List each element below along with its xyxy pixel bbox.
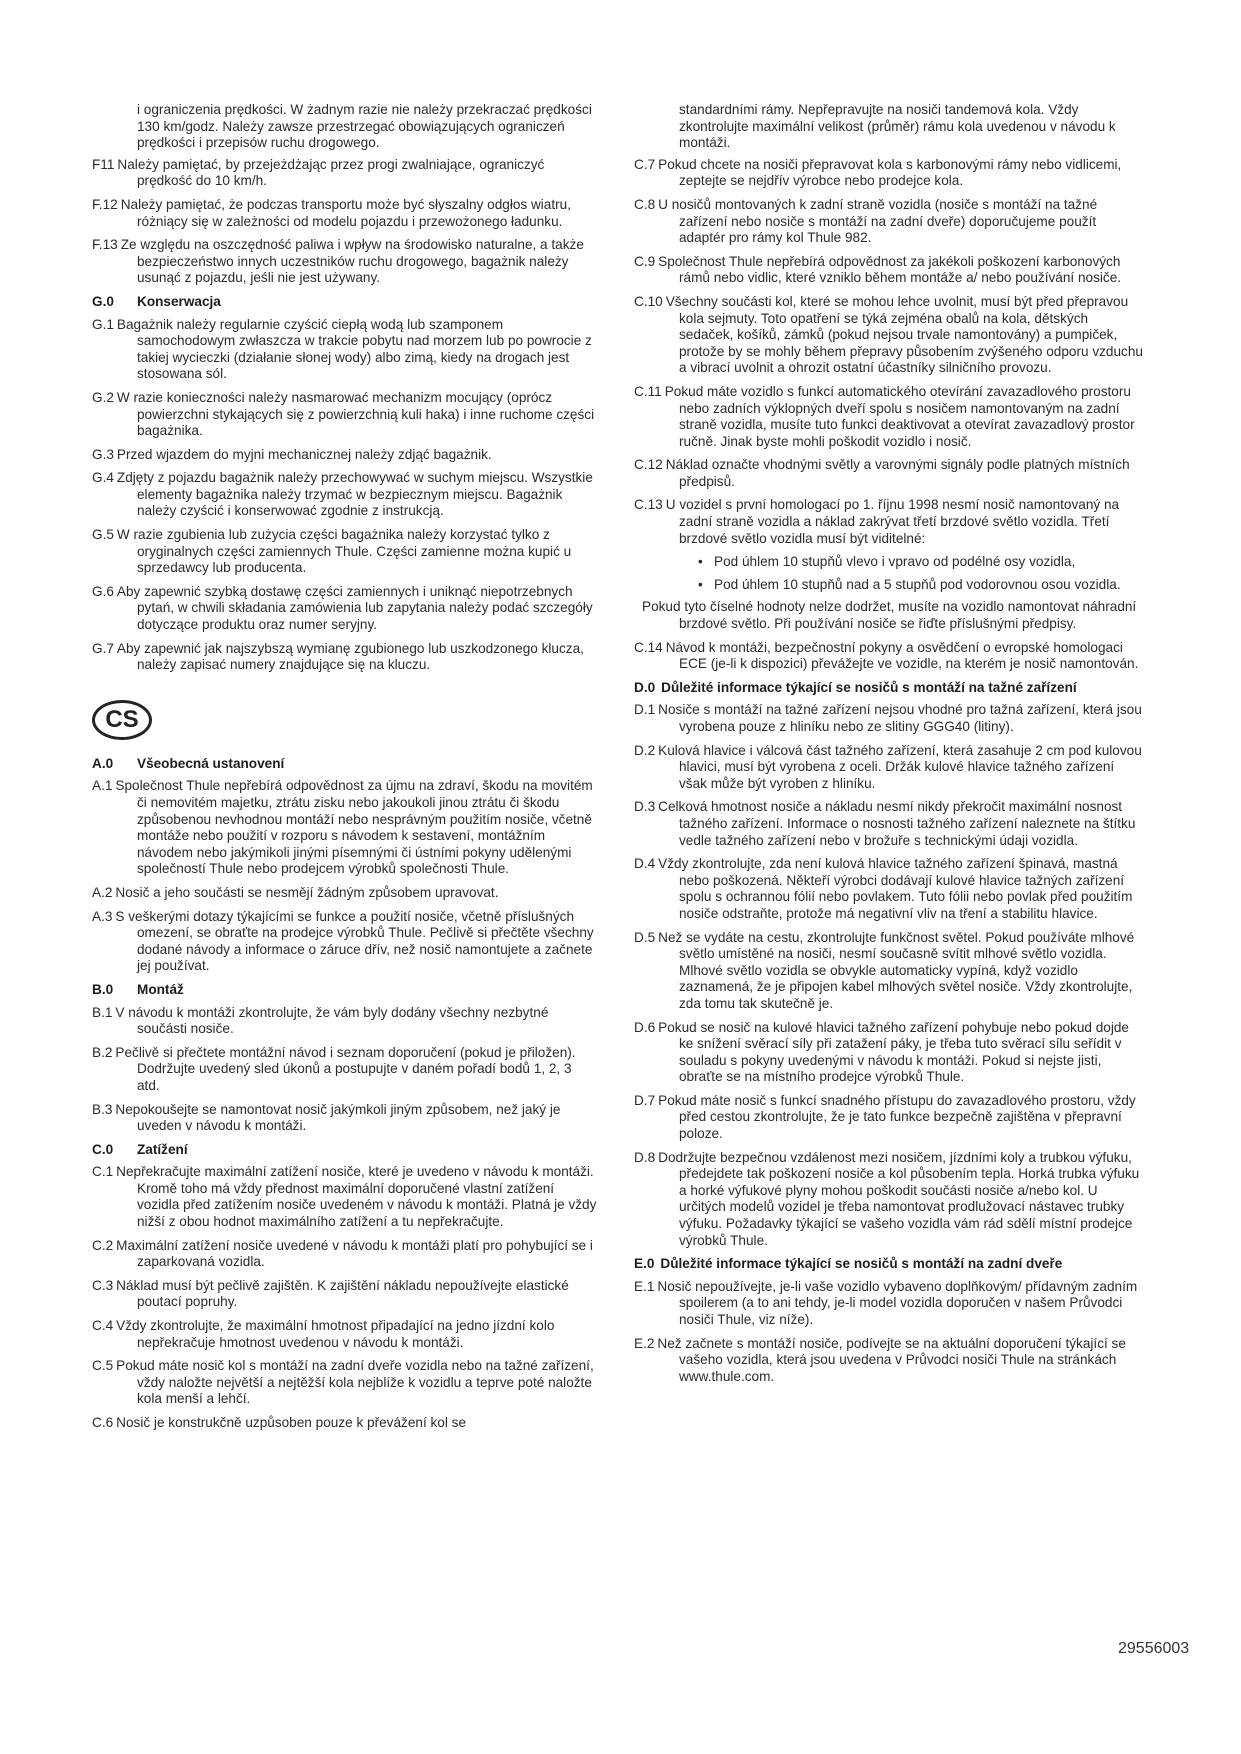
section-title: Všeobecná ustanovení — [137, 755, 285, 771]
item-number: D.2 — [634, 742, 656, 758]
item-number: C.6 — [92, 1415, 114, 1430]
item-number: C.13 — [634, 497, 663, 513]
section-title: Důležité informace týkající se nosičů s montáží na tažné zařízení — [661, 679, 1077, 695]
item-text: Nosiče s montáží na tažné zařízení nejsou vhodné pro tažná zařízení, která jsou vyrobena pouze z hliníku nebo ze slitiny GGG40 (litiny). — [658, 702, 1142, 734]
section-heading-d0 — [634, 680, 1144, 697]
bullet-marker: • — [698, 554, 703, 570]
item-text: Nepřekračujte maximální zatížení nosiče, které je uvedeno v návodu k montáži. Kromě toho má vždy přednost maximální doporučené vlastní zatížení vozidla před zatížením nosiče uvedeném v návodu k montáži. Platná je vždy nižší z obou hodnot maximálního zatížení a tu nepřekračujte. — [116, 1164, 597, 1230]
item-number: F11 — [92, 156, 115, 172]
item-text: Společnost Thule nepřebírá odpovědnost za jakékoli poškození karbonových rámů nebo vidlic, které vzniklo během montáže a/ nebo používání nosiče. — [658, 253, 1122, 286]
item-text: Pokud se nosič na kulové hlavici tažného zařízení pohybuje nebo pokud dojde ke snížení svěrací síly při zatažení páky, je třeba tuto svěrací sílu seřídit v souladu s pokyny uvedenými v návodu k montáži. Pokud si nejste jisti, obraťte se na místního prodejce výrobků Thule. — [658, 1019, 1129, 1085]
item-b1 — [92, 1005, 597, 1038]
item-number: C.10 — [634, 293, 663, 309]
item-g7 — [92, 641, 597, 674]
item-text: V návodu k montáži zkontrolujte, že vám byly dodány všechny nezbytné součásti nosiče. — [115, 1004, 549, 1037]
item-text: W razie konieczności należy nasmarować mechanizm mocujący (oprócz powierzchni stykających się z powierzchnią kuli haka) i inne ruchome części bagażnika. — [116, 389, 595, 439]
item-f11 — [92, 157, 597, 190]
item-text: Bagażnik należy regularnie czyścić ciepłą wodą lub szamponem samochodowym zwłaszcza w trakcie pobytu nad morzem lub po powrocie z takiej wycieczki (działanie słonej wody) albo zimą, kiedy na drogach jest stosowana sól. — [116, 316, 592, 382]
item-number: G.2 — [92, 389, 114, 405]
item-number: C.7 — [634, 156, 656, 172]
item-c1 — [92, 1164, 597, 1230]
item-number: G.5 — [92, 527, 114, 543]
item-text: W razie zgubienia lub zużycia części bagażnika należy korzystać tylko z oryginalnych części zamiennych Thule. Części zamienne można kupić u sprzedawcy lub producenta. — [116, 527, 572, 576]
section-number: E.0 — [634, 1256, 655, 1272]
item-number: D.6 — [634, 1019, 656, 1035]
item-text: Należy pamiętać, by przejeżdżając przez progi zwalniające, ograniczyć prędkość do 10 km/h. — [117, 156, 545, 189]
item-text: Všechny součásti kol, které se mohou lehce uvolnit, musí být před přepravou kola sejmuty. Toto opatření se týká zejména obalů na kola, dětských sedaček, košíků, zámků (pokud nejsou trvale namontovány) a pumpiček, protože by se mohly během přepravy působením zvýšeného odporu vzduchu a vibrací uvolnit a ohrozit ostatní účastníky silničního provozu. — [665, 293, 1143, 376]
item-text: S veškerými dotazy týkajícími se funkce a použití nosiče, včetně příslušných omezení, se obraťte na prodejce výrobků Thule. Pečlivě si přečtěte všechny dodané návody a informace o záruce dřív, než nosič namontujete a začnete jej používat. — [115, 908, 594, 974]
item-text: Než začnete s montáží nosiče, podívejte se na aktuální doporučení týkající se vašeho vozidla, která jsou uvedena v Průvodci nosiči Thule na stránkách www.thule.com. — [657, 1335, 1126, 1384]
item-d7 — [634, 1093, 1144, 1143]
item-text: Pokud máte nosič kol s montáží na zadní dveře vozidla nebo na tažné zařízení, vždy naložte největší a nejtěžší kola nejblíže k vozidlu a teprve poté naložte kola menší a lehčí. — [116, 1358, 594, 1407]
item-number: C.3 — [92, 1277, 114, 1293]
item-text: Pokud chcete na nosiči přepravovat kola s karbonovými rámy nebo vidlicemi, zeptejte se nejdřív výrobce nebo prodejce kola. — [658, 156, 1122, 189]
item-c7 — [634, 157, 1144, 190]
c6-continuation: standardními rámy. Nepřepravujte na nosiči tandemová kola. Vždy zkontrolujte maximální velikost (průměr) rámu kola uvedenou v návodu k montáži. — [679, 102, 1116, 151]
section-heading-a0 — [92, 756, 597, 773]
item-number: G.3 — [92, 446, 114, 462]
item-d8 — [634, 1150, 1144, 1250]
item-text: Náklad označte vhodnými světly a varovnými signály podle platných místních předpisů. — [665, 457, 1130, 489]
section-number: B.0 — [92, 981, 114, 997]
item-g4 — [92, 470, 597, 520]
item-number: A.3 — [92, 908, 113, 924]
section-title: Montáž — [137, 981, 184, 997]
bullet-text: Pod úhlem 10 stupňů vlevo i vpravo od podélné osy vozidla, — [714, 554, 1076, 570]
item-number: C.5 — [92, 1358, 114, 1374]
item-d4 — [634, 856, 1144, 922]
item-a2 — [92, 885, 597, 902]
item-e1 — [634, 1279, 1144, 1329]
item-number: G.4 — [92, 470, 114, 486]
item-c5 — [92, 1358, 597, 1408]
item-number: C.8 — [634, 196, 656, 212]
item-number: C.9 — [634, 253, 656, 269]
item-c4 — [92, 1318, 597, 1351]
item-c12 — [634, 457, 1144, 490]
left-column — [92, 102, 597, 1439]
section-heading-g0 — [92, 294, 597, 311]
item-text: U vozidel s první homologací po 1. říjnu 1998 nesmí nosič namontovaný na zadní straně vozidla a náklad zakrývat třetí brzdové světlo vozidla. Třetí brzdové světlo vozidla musí být viditelné: — [665, 497, 1120, 546]
item-c6 — [92, 1415, 597, 1432]
item-text: Návod k montáži, bezpečnostní pokyny a osvědčení o evropské homologaci ECE (je-li k dispozici) převážejte ve vozidle, na kterém je nosič namontován. — [665, 639, 1139, 672]
section-title: Důležité informace týkající se nosičů s montáží na zadní dveře — [660, 1256, 1063, 1272]
section-title: Konserwacja — [137, 293, 221, 309]
item-text: Pokud máte vozidlo s funkcí automatického otevírání zavazadlového prostoru nebo zadních výklopných dveří spolu s nosičem namontovaným na zadní straně vozidla, musíte tuto funkci deaktivovat a otevírat zavazadlový prostor ručně. Jinak byste mohli poškodit vozidlo i nosič. — [664, 383, 1135, 449]
item-text: Pečlivě si přečtete montážní návod i seznam doporučení (pokud je přiložen). Dodržujte uvedený sled úkonů a postupujte v daném pořadí bodů 1, 2, 3 atd. — [115, 1044, 576, 1093]
item-a1 — [92, 778, 597, 878]
item-number: E.1 — [634, 1278, 655, 1294]
f10-continuation: i ograniczenia prędkości. W żadnym razie nie należy przekraczać prędkości 130 km/godz. Należy zawsze przestrzegać obowiązujących ograniczeń prędkości i przepisów ruchu drogowego. — [137, 102, 592, 151]
item-number: B.2 — [92, 1044, 113, 1060]
item-d1 — [634, 702, 1144, 735]
item-text: Należy pamiętać, że podczas transportu może być słyszalny odgłos wiatru, różniący się w zależności od modelu pojazdu i przewożonego ładunku. — [120, 196, 572, 229]
item-c3 — [92, 1278, 597, 1311]
item-c8 — [634, 197, 1144, 247]
item-g6 — [92, 584, 597, 634]
item-c13 — [634, 497, 1144, 547]
bullet-marker: • — [698, 576, 703, 592]
item-text: U nosičů montovaných k zadní straně vozidla (nosiče s montáží na tažné zařízení nebo nosiče s montáží na zadní dveře) doporučujeme použít adaptér pro rámy kol Thule 982. — [658, 196, 1098, 246]
item-number: D.4 — [634, 856, 656, 872]
section-number: D.0 — [634, 679, 656, 695]
item-text: Náklad musí být pečlivě zajištěn. K zajištění nákladu nepoužívejte elastické poutací popruhy. — [116, 1277, 569, 1310]
item-number: C.12 — [634, 457, 663, 473]
item-text: Maximální zatížení nosiče uvedené v návodu k montáži platí pro pohybující se i zaparkovaná vozidla. — [116, 1237, 593, 1270]
item-d3 — [634, 799, 1144, 849]
bullet-item — [634, 554, 1144, 571]
section-number: G.0 — [92, 293, 114, 309]
item-text: Nosič je konstrukčně uzpůsoben pouze k převážení kol se — [116, 1415, 467, 1430]
language-badge-cs: CS — [92, 700, 152, 740]
item-a3 — [92, 909, 597, 975]
item-text: Kulová hlavice i válcová část tažného zařízení, která zasahuje 2 cm pod kulovou hlavici, musí být vyrobena z oceli. Držák kulové hlavice tažného zařízení však může být vyroben z hliníku. — [658, 742, 1142, 791]
item-f13 — [92, 237, 597, 287]
item-c11 — [634, 384, 1144, 450]
item-b3 — [92, 1102, 597, 1135]
section-number: A.0 — [92, 755, 114, 771]
item-number: A.1 — [92, 778, 113, 794]
item-text: Dodržujte bezpečnou vzdálenost mezi nosičem, jízdními koly a trubkou výfuku, předejdete tak poškození nosiče a kol působením tepla. Horká trubka výfuku a horké výfukové plyny mohou poškodit součásti nosiče a/nebo kol. U určitých modelů vozidel je třeba namontovat prodlužovací nástavec trubky výfuku. Požadavky týkající se vašeho vozidla vám rád sdělí místní prodejce výrobků Thule. — [658, 1149, 1140, 1248]
section-title: Zatížení — [137, 1141, 188, 1157]
item-e2 — [634, 1336, 1144, 1386]
item-text: Nosič a jeho součásti se nesmějí žádným způsobem upravovat. — [115, 884, 499, 900]
item-number: C.14 — [634, 639, 663, 655]
right-column — [634, 102, 1144, 1392]
item-text: Zdjęty z pojazdu bagażnik należy przechowywać w suchym miejscu. Wszystkie elementy bagażnika należy trzymać w bezpiecznym miejscu. Bagażnik należy czyścić i konserwować zgodnie z instrukcją. — [116, 470, 593, 519]
item-g2 — [92, 390, 597, 440]
item-number: C.1 — [92, 1164, 114, 1180]
item-text: Pokud máte nosič s funkcí snadného přístupu do zavazadlového prostoru, vždy před cestou zkontrolujte, že je tato funkce bezpečně zajištěna v přepravní poloze. — [658, 1092, 1136, 1142]
item-number: F.12 — [92, 196, 118, 212]
item-text: Nosič nepoužívejte, je-li vaše vozidlo vybaveno doplňkovým/ přídavným zadním spoilerem (a to ani tehdy, je-li model vozidla doporučen v našem Průvodci nosiči Thule, viz níže). — [657, 1278, 1138, 1327]
item-number: B.1 — [92, 1004, 113, 1020]
item-number: E.2 — [634, 1335, 655, 1351]
item-text: Przed wjazdem do myjni mechanicznej należy zdjąć bagażnik. — [116, 446, 492, 462]
item-b2 — [92, 1045, 597, 1095]
item-text: Nepokoušejte se namontovat nosič jakýmkoli jiným způsobem, než jaký je uveden v návodu k montáži. — [115, 1101, 561, 1134]
item-d6 — [634, 1020, 1144, 1086]
item-text: Vždy zkontrolujte, že maximální hmotnost připadající na jedno jízdní kolo nepřekračuje hmotnost uvedenou v návodu k montáži. — [116, 1318, 555, 1350]
item-number: D.8 — [634, 1149, 656, 1165]
item-g3 — [92, 447, 597, 464]
item-number: D.7 — [634, 1092, 656, 1108]
item-number: G.7 — [92, 640, 114, 656]
item-text: Vždy zkontrolujte, zda není kulová hlavice tažného zařízení špinavá, mastná nebo poškozená. Někteří výrobci dodávají kulové hlavice tažných zařízení spolu s ochrannou fólií nebo povlakem. Tuto fólii nebo povlak před použitím nosiče odstraňte, protože má negativní vliv na tření a stabilitu hlavice. — [658, 856, 1133, 921]
item-d5 — [634, 930, 1144, 1013]
item-text: Aby zapewnić szybką dostawę części zamiennych i uniknąć niepotrzebnych pytań, w chwili składania zamówienia lub zapytania należy podać szczegóły dotyczące produktu oraz numer seryjny. — [116, 583, 593, 633]
item-number: F.13 — [92, 237, 118, 253]
item-number: B.3 — [92, 1101, 113, 1117]
item-number: D.1 — [634, 702, 656, 718]
item-text: Společnost Thule nepřebírá odpovědnost za újmu na zdraví, škodu na movitém či nemovitém majetku, ztrátu zisku nebo jakoukoli jinou ztrátu či škodu způsobenou nevhodnou montáží nebo nesprávným použitím nosiče, včetně montáže nebo použití v rozporu s návodem k sestavení, montážním návodem nebo jakýmikoli jinými písemnými či ústními pokyny udělenými společností Thule nebo prodejcem výrobků společnosti Thule. — [115, 778, 593, 877]
item-number: C.2 — [92, 1237, 114, 1253]
c13-note: Pokud tyto číselné hodnoty nelze dodržet, musíte na vozidlo namontovat náhradní brzdové světlo. Při používání nosiče se řiďte příslušnými předpisy. — [642, 599, 1137, 632]
item-g5 — [92, 527, 597, 577]
item-number: D.5 — [634, 929, 656, 945]
section-heading-c0 — [92, 1142, 597, 1159]
section-heading-b0 — [92, 982, 597, 999]
item-text: Aby zapewnić jak najszybszą wymianę zgubionego lub uszkodzonego klucza, należy zapisać numery znajdujące się na kluczu. — [116, 640, 584, 673]
section-heading-e0 — [634, 1256, 1144, 1273]
item-text: Celková hmotnost nosiče a nákladu nesmí nikdy překročit maximální nosnost tažného zařízení. Informace o nosnosti tažného zařízení naleznete na štítku vedle tažného zařízení nebo v brožuře s technickými údaji vozidla. — [658, 799, 1136, 848]
item-c14 — [634, 640, 1144, 673]
bullet-text: Pod úhlem 10 stupňů nad a 5 stupňů pod vodorovnou osou vozidla. — [714, 576, 1121, 592]
item-number: G.6 — [92, 583, 114, 599]
item-f12 — [92, 197, 597, 230]
item-text: Ze względu na oszczędność paliwa i wpływ na środowisko naturalne, a także bezpieczeństwo innych uczestników ruchu drogowego, bagażnik należy usunąć z pojazdu, jeśli nie jest używany. — [120, 237, 584, 286]
item-d2 — [634, 743, 1144, 793]
item-c9 — [634, 254, 1144, 287]
bullet-item — [634, 577, 1144, 594]
item-c2 — [92, 1238, 597, 1271]
item-number: C.4 — [92, 1318, 114, 1334]
section-number: C.0 — [92, 1141, 114, 1157]
item-number: C.11 — [634, 383, 662, 399]
item-g1 — [92, 317, 597, 383]
document-id: 29556003 — [1118, 1640, 1190, 1657]
item-text: Než se vydáte na cestu, zkontrolujte funkčnost světel. Pokud používáte mlhové světlo umístěné na nosiči, nesmí současně svítit mlhové světlo vozidla. Mlhové světlo vozidla se obvykle automaticky vypíná, když vozidlo zaznamená, že je připojen kabel mlhových světel nosiče. Vždy zkontrolujte, zda tomu tak skutečně je. — [658, 929, 1135, 1011]
item-c10 — [634, 294, 1144, 377]
item-number: D.3 — [634, 799, 656, 815]
item-number: A.2 — [92, 884, 113, 900]
item-number: G.1 — [92, 316, 114, 332]
